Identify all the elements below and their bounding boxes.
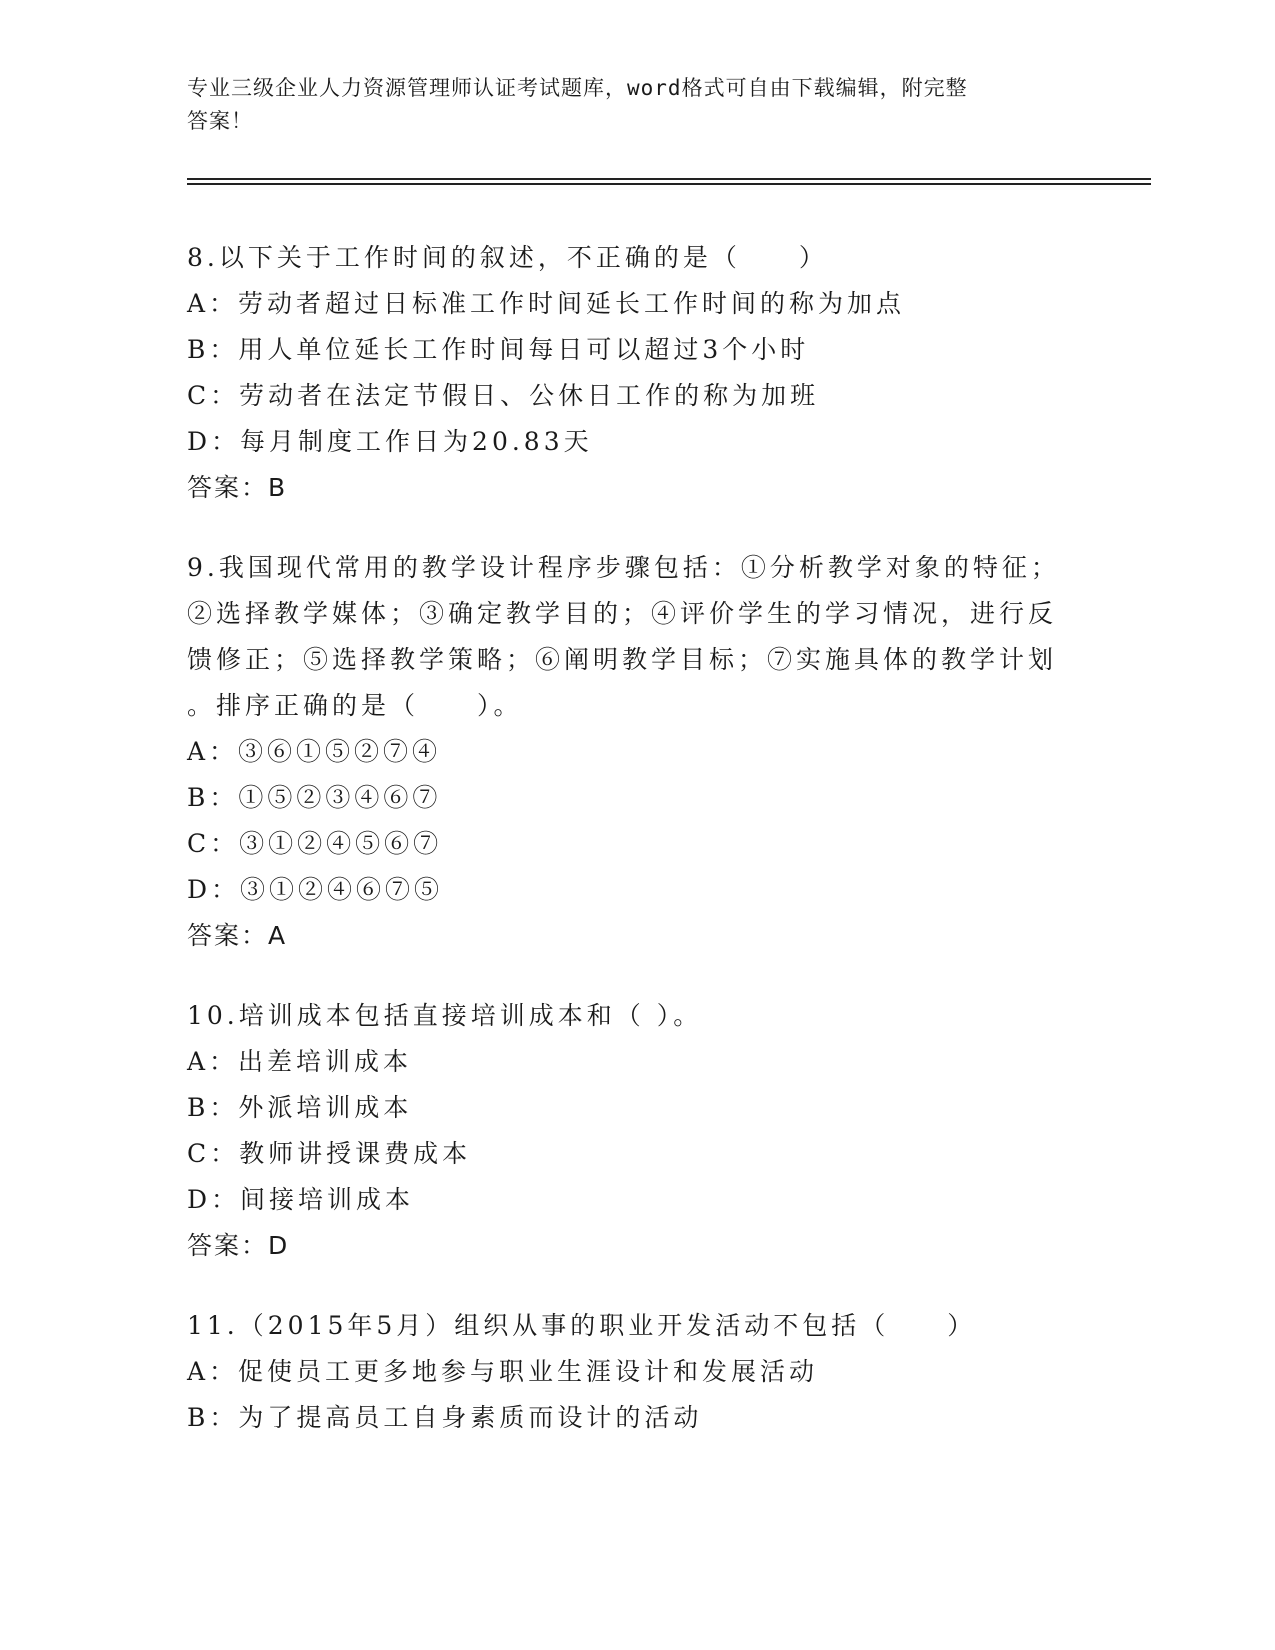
- question-8: [187, 235, 1147, 511]
- option-c: C：劳动者在法定节假日、公休日工作的称为加班: [187, 381, 820, 410]
- option-d: D：每月制度工作日为20.83天: [187, 427, 593, 456]
- header-line-2: 答案！: [187, 109, 253, 133]
- option-a: A：出差培训成本: [187, 1047, 413, 1076]
- question-11: [187, 1303, 1147, 1441]
- document-header: [187, 72, 1077, 138]
- answer: 答案：B: [187, 473, 288, 502]
- option-b: B：外派培训成本: [187, 1093, 413, 1122]
- header-divider-bottom: [187, 183, 1151, 185]
- option-d: D：③①②④⑥⑦⑤: [187, 875, 444, 904]
- option-c: C：③①②④⑤⑥⑦: [187, 829, 443, 858]
- answer: 答案：D: [187, 1231, 290, 1260]
- option-a: A：③⑥①⑤②⑦④: [187, 737, 442, 766]
- question-10: [187, 993, 1147, 1269]
- question-stem-line-2: ②选择教学媒体；③确定教学目的；④评价学生的学习情况，进行反: [187, 599, 1058, 628]
- option-a: A：劳动者超过日标准工作时间延长工作时间的称为加点: [187, 289, 906, 318]
- option-b: B：①⑤②③④⑥⑦: [187, 783, 442, 812]
- question-list: [187, 235, 1147, 1475]
- question-stem-line-3: 馈修正；⑤选择教学策略；⑥阐明教学目标；⑦实施具体的教学计划: [187, 645, 1058, 674]
- header-line-1: 专业三级企业人力资源管理师认证考试题库，word格式可自由下载编辑，附完整: [187, 76, 968, 100]
- question-stem-line-1: 9.我国现代常用的教学设计程序步骤包括：①分析教学对象的特征；: [187, 553, 1060, 582]
- option-b: B：为了提高员工自身素质而设计的活动: [187, 1403, 703, 1432]
- answer: 答案：A: [187, 921, 288, 950]
- option-d: D：间接培训成本: [187, 1185, 415, 1214]
- question-stem: 8.以下关于工作时间的叙述，不正确的是（ ）: [187, 243, 828, 272]
- question-stem: 11.（2015年5月）组织从事的职业开发活动不包括（ ）: [187, 1311, 977, 1340]
- question-stem: 10.培训成本包括直接培训成本和（ ）。: [187, 1001, 703, 1030]
- option-a: A：促使员工更多地参与职业生涯设计和发展活动: [187, 1357, 819, 1386]
- option-c: C：教师讲授课费成本: [187, 1139, 472, 1168]
- question-9: [187, 545, 1147, 959]
- header-divider-top: [187, 178, 1151, 180]
- option-b: B：用人单位延长工作时间每日可以超过3个小时: [187, 335, 810, 364]
- question-stem-line-4: 。排序正确的是（ ）。: [187, 691, 523, 720]
